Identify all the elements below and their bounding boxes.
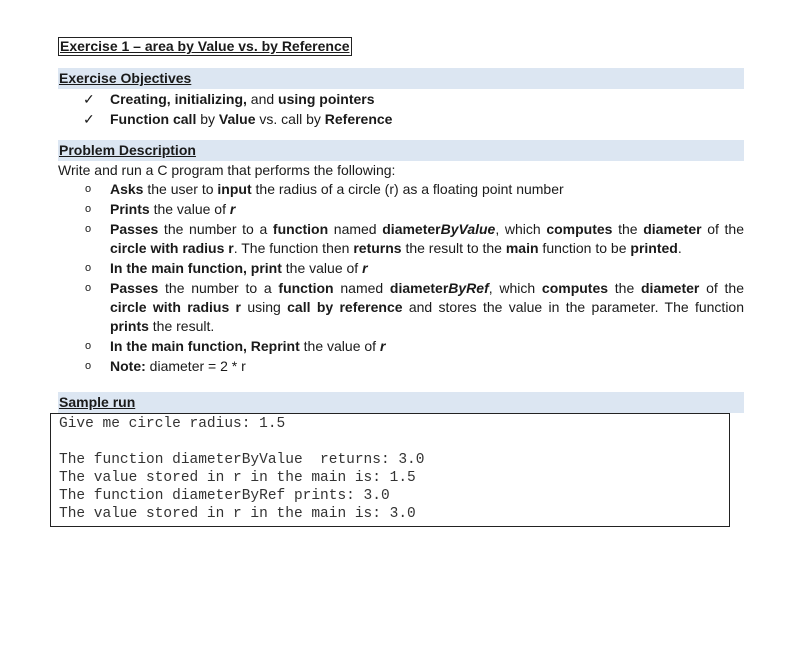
requirement-item: o Note: diameter = 2 * r (58, 357, 744, 376)
objective-item: ✓ Creating, initializing, and using pointers (83, 91, 375, 107)
bullet-circle-icon: o (85, 223, 92, 235)
objectives-heading: Exercise Objectives (58, 68, 744, 89)
bullet-circle-icon: o (85, 183, 92, 195)
title-row (58, 37, 744, 61)
requirement-item: o Prints the value of r (58, 200, 744, 219)
bullet-circle-icon: o (85, 262, 92, 274)
requirements-list (58, 180, 744, 376)
objective-item: ✓ Function call by Value vs. call by Reference (83, 111, 393, 127)
bullet-circle-icon: o (85, 340, 92, 352)
objectives-list (58, 89, 744, 129)
requirement-item: o Passes the number to a function named diameterByValue, which computes the diameter of the circle with radius r. The function then returns the result to the main function to be printed. (58, 220, 744, 258)
bullet-circle-icon: o (85, 203, 92, 215)
requirement-item: o In the main function, Reprint the value of r (58, 337, 744, 356)
bullet-circle-icon: o (85, 360, 92, 372)
bullet-circle-icon: o (85, 282, 92, 294)
checkmark-icon: ✓ (83, 91, 95, 107)
requirement-item: o Passes the number to a function named diameterByRef, which computes the diameter of the circle with radius r using call by reference and stores the value in the parameter. The function prints the result. (58, 279, 744, 336)
problem-heading: Problem Description (58, 140, 744, 161)
output-line: Give me circle radius: 1.5 (59, 416, 286, 432)
output-line: The function diameterByRef prints: 3.0 (59, 488, 390, 504)
sample-run-output (50, 413, 730, 527)
output-line: The value stored in r in the main is: 1.5 (59, 470, 416, 486)
sample-run-heading: Sample run (58, 392, 744, 413)
requirement-item: o Asks the user to input the radius of a circle (r) as a floating point number (58, 180, 744, 199)
exercise-title: Exercise 1 – area by Value vs. by Reference (60, 38, 350, 54)
requirement-item: o In the main function, print the value of r (58, 259, 744, 278)
output-line: The value stored in r in the main is: 3.0 (59, 506, 416, 522)
output-line (59, 433, 721, 451)
checkmark-icon: ✓ (83, 111, 95, 127)
output-line: The function diameterByValue returns: 3.0 (59, 452, 425, 468)
exercise-document (58, 37, 744, 527)
problem-intro: Write and run a C program that performs the following: (58, 162, 396, 178)
